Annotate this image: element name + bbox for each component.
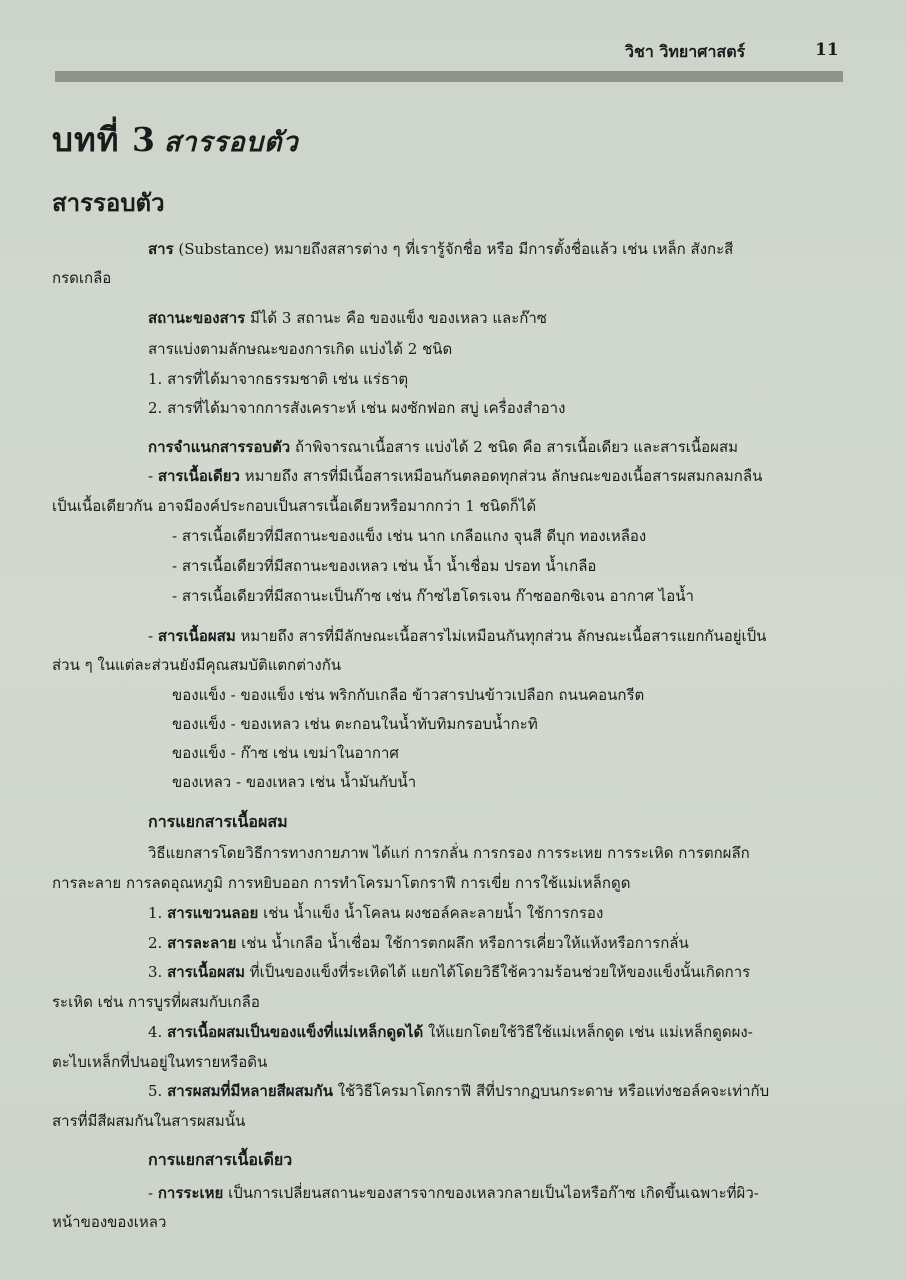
bold-term: สาร bbox=[148, 240, 174, 258]
bold-term: สถานะของสาร bbox=[148, 309, 246, 327]
subheading bbox=[148, 812, 288, 832]
body-line bbox=[172, 586, 694, 606]
bold-term: การระเหย bbox=[157, 1184, 224, 1202]
text-span: 2. bbox=[148, 934, 168, 952]
header-rule bbox=[55, 71, 843, 82]
text-span: ตะไบเหล็กที่ปนอยู่ในทรายหรือดิน bbox=[52, 1053, 268, 1071]
chapter-name: สารรอบตัว bbox=[163, 127, 299, 158]
text-span: มีได้ 3 สถานะ คือ ของแข็ง ของเหลว และก๊าซ bbox=[245, 309, 547, 327]
text-span: หมายถึง สารที่มีเนื้อสารเหมือนกันตลอดทุกส่วน ลักษณะของเนื้อสารผสมกลมกลืน bbox=[239, 467, 763, 485]
body-line bbox=[148, 1022, 753, 1042]
body-line bbox=[172, 743, 399, 763]
bold-term: การจำแนกสารรอบตัว bbox=[148, 438, 291, 456]
text-span: 4. bbox=[148, 1023, 168, 1041]
text-span: ใช้วิธีโครมาโตกราฟี สีที่ปรากฏบนกระดาษ หรือแท่งชอล์คจะเท่ากับ bbox=[332, 1082, 770, 1100]
bold-term: สารผสมที่มีหลายสีผสมกัน bbox=[167, 1082, 333, 1100]
text-span: วิธีแยกสารโดยวิธีการทางกายภาพ ได้แก่ การกลั่น การกรอง การระเหย การระเหิด การตกผลึก bbox=[148, 844, 750, 862]
body-line bbox=[148, 369, 408, 389]
text-span: สารแบ่งตามลักษณะของการเกิด แบ่งได้ 2 ชนิด bbox=[148, 340, 453, 358]
bold-term: สารเนื้อผสม bbox=[157, 627, 236, 645]
body-line bbox=[52, 496, 536, 516]
text-span: ของแข็ง - ของแข็ง เช่น พริกกับเกลือ ข้าวสารปนข้าวเปลือก ถนนคอนกรีต bbox=[172, 686, 645, 704]
chapter-label: บทที่ 3 bbox=[52, 120, 156, 159]
text-span: - สารเนื้อเดียวที่มีสถานะของเหลว เช่น น้ำ น้ำเชื่อม ปรอท น้ำเกลือ bbox=[172, 557, 597, 575]
subheading bbox=[148, 1150, 292, 1170]
body-line bbox=[148, 933, 689, 953]
body-line bbox=[52, 655, 341, 675]
text-span: ของแข็ง - ของเหลว เช่น ตะกอนในน้ำทับทิมกรอบน้ำกะทิ bbox=[172, 715, 538, 733]
body-line bbox=[172, 685, 644, 705]
text-span: - bbox=[148, 627, 158, 645]
body-line bbox=[148, 437, 738, 457]
body-line bbox=[148, 962, 750, 982]
body-line bbox=[52, 268, 111, 288]
bold-term: สารละลาย bbox=[167, 934, 237, 952]
body-line bbox=[148, 626, 766, 646]
body-line bbox=[148, 1183, 759, 1203]
text-span: ของแข็ง - ก๊าซ เช่น เขม่าในอากาศ bbox=[172, 744, 399, 762]
text-span: หมายถึง สารที่มีลักษณะเนื้อสารไม่เหมือนกันทุกส่วน ลักษณะเนื้อสารแยกกันอยู่เป็น bbox=[235, 627, 767, 645]
section-heading: สารรอบตัว bbox=[52, 188, 165, 217]
body-line bbox=[52, 1212, 166, 1232]
body-line bbox=[148, 398, 565, 418]
bold-term: สารเนื้อผสม bbox=[167, 963, 245, 981]
text-span: เป็นเนื้อเดียวกัน อาจมีองค์ประกอบเป็นสารเนื้อเดียวหรือมากกว่า 1 ชนิดก็ได้ bbox=[52, 497, 537, 515]
text-span: เป็นการเปลี่ยนสถานะของสารจากของเหลวกลายเป็นไอหรือก๊าซ เกิดขึ้นเฉพาะที่ผิว- bbox=[223, 1184, 759, 1202]
text-span: เช่น น้ำเกลือ น้ำเชื่อม ใช้การตกผลึก หรือการเคี่ยวให้แห้งหรือการกลั่น bbox=[236, 934, 689, 952]
text-span: - สารเนื้อเดียวที่มีสถานะของแข็ง เช่น นาก เกลือแกง จุนสี ดีบุก ทองเหลือง bbox=[172, 527, 647, 545]
bold-term: สารเนื้อผสมเป็นของแข็งที่แม่เหล็กดูดได้ bbox=[167, 1023, 424, 1041]
text-span: หน้าของของเหลว bbox=[52, 1213, 167, 1231]
text-span: 3. bbox=[148, 963, 168, 981]
text-span: ของเหลว - ของเหลว เช่น น้ำมันกับน้ำ bbox=[172, 773, 417, 791]
text-span: - สารเนื้อเดียวที่มีสถานะเป็นก๊าซ เช่น ก๊าซไฮโดรเจน ก๊าซออกซิเจน อากาศ ไอน้ำ bbox=[172, 587, 694, 605]
body-line bbox=[52, 1111, 245, 1131]
body-line bbox=[52, 992, 260, 1012]
bold-term: สารแขวนลอย bbox=[167, 904, 259, 922]
text-span: เช่น น้ำแข็ง น้ำโคลน ผงชอล์คละลายน้ำ ใช้การกรอง bbox=[258, 904, 604, 922]
body-line bbox=[148, 308, 547, 328]
body-line bbox=[52, 1052, 267, 1072]
body-line bbox=[172, 526, 646, 546]
bold-term: การแยกสารเนื้อเดียว bbox=[148, 1150, 293, 1169]
page-number: 11 bbox=[815, 40, 839, 60]
text-span: 2. สารที่ได้มาจากการสังเคราะห์ เช่น ผงซักฟอก สบู่ เครื่องสำอาง bbox=[148, 399, 566, 417]
text-span: 1. สารที่ได้มาจากธรรมชาติ เช่น แร่ธาตุ bbox=[148, 370, 409, 388]
bold-term: การแยกสารเนื้อผสม bbox=[148, 812, 288, 831]
body-line bbox=[148, 339, 452, 359]
body-line bbox=[172, 772, 416, 792]
body-line bbox=[148, 466, 762, 486]
body-line bbox=[148, 1081, 769, 1101]
text-span: ระเหิด เช่น การบูรที่ผสมกับเกลือ bbox=[52, 993, 260, 1011]
bold-term: สารเนื้อเดียว bbox=[157, 467, 240, 485]
text-span: - bbox=[148, 1184, 158, 1202]
text-span: - bbox=[148, 467, 158, 485]
text-span: สารที่มีสีผสมกันในสารผสมนั้น bbox=[52, 1112, 246, 1130]
text-span: 1. bbox=[148, 904, 168, 922]
header-subject: วิชา วิทยาศาสตร์ bbox=[625, 42, 746, 61]
body-line bbox=[172, 714, 538, 734]
text-span: กรดเกลือ bbox=[52, 269, 112, 287]
text-span: ถ้าพิจารณาเนื้อสาร แบ่งได้ 2 ชนิด คือ สารเนื้อเดียว และสารเนื้อผสม bbox=[290, 438, 739, 456]
text-span: ที่เป็นของแข็งที่ระเหิดได้ แยกได้โดยวิธีใช้ความร้อนช่วยให้ของแข็งนั้นเกิดการ bbox=[244, 963, 751, 981]
text-span: ส่วน ๆ ในแต่ละส่วนยังมีคุณสมบัติแตกต่างกัน bbox=[52, 656, 342, 674]
text-span: การละลาย การลดอุณหภูมิ การหยิบออก การทำโครมาโตกราฟี การเขี่ย การใช้แม่เหล็กดูด bbox=[52, 874, 631, 892]
chapter-title bbox=[52, 113, 299, 166]
body-line bbox=[172, 556, 596, 576]
body-line bbox=[148, 903, 603, 923]
body-line bbox=[148, 239, 733, 259]
text-span: (Substance) หมายถึงสสารต่าง ๆ ที่เรารู้จักชื่อ หรือ มีการตั้งชื่อแล้ว เช่น เหล็ก สังกะสี bbox=[173, 240, 734, 258]
text-span: ให้แยกโดยใช้วิธีใช้แม่เหล็กดูด เช่น แม่เหล็กดูดผง- bbox=[423, 1023, 753, 1041]
body-line bbox=[52, 873, 630, 893]
text-span: 5. bbox=[148, 1082, 168, 1100]
body-line bbox=[148, 843, 750, 863]
